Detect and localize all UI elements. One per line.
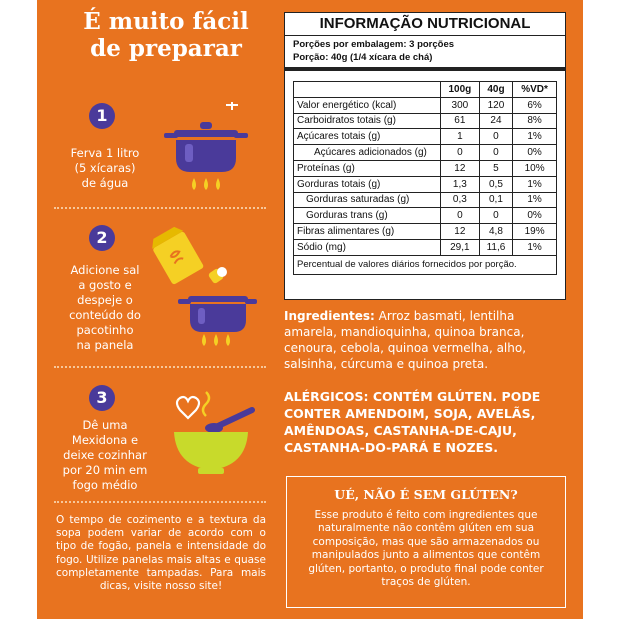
pot-on-stove-icon [160,100,260,192]
nutrition-table [293,81,557,275]
value-daily-percent: 19% [513,224,557,240]
step-1-line: Ferva 1 litro [70,146,140,160]
value-daily-percent: 1% [513,176,557,192]
step-3-line: fogo médio [72,478,138,492]
value-100g: 0 [441,208,480,224]
table-row [294,208,557,224]
value-40g: 11,6 [479,239,512,255]
ingredients-text: Arroz basmati, lentilha amarela, mandioquinha, quinoa branca, cenoura, cebola, quinoa vermelha, alho, salsinha, cúrcuma e quinoa preta. [284,309,527,371]
value-100g: 1 [441,129,480,145]
value-40g: 0,1 [479,192,512,208]
step-2-line: na panela [76,338,134,352]
nutrition-separator [285,67,565,71]
value-100g: 12 [441,224,480,240]
table-row [294,113,557,129]
value-40g: 0 [479,145,512,161]
step-2-line: pacotinho [76,323,134,337]
step-3-line: por 20 min em [62,463,148,477]
step-divider [54,207,266,209]
value-100g: 61 [441,113,480,129]
value-daily-percent: 8% [513,113,557,129]
table-row [294,129,557,145]
nutrient-label: Açúcares totais (g) [294,129,441,145]
table-header-row [294,82,557,98]
step-2-line: a gosto e [78,278,132,292]
value-100g: 0 [441,145,480,161]
nutrient-label: Gorduras trans (g) [294,208,441,224]
nutrient-label: Gorduras saturadas (g) [294,192,441,208]
column-header: 40g [479,82,512,98]
step-2-line: Adicione sal [70,263,140,277]
value-100g: 12 [441,160,480,176]
value-40g: 0 [479,129,512,145]
table-row [294,145,557,161]
nutrient-label: Gorduras totais (g) [294,176,441,192]
nutrition-separator [285,35,565,36]
step-1-line: de água [81,176,129,190]
value-40g: 4,8 [479,224,512,240]
step-2-number: 2 [89,225,115,251]
nutrition-title: INFORMAÇÃO NUTRICIONAL [319,15,531,32]
gluten-notice-title: UÉ, NÃO É SEM GLÚTEN? [334,487,518,502]
table-row [294,160,557,176]
stir-bowl-icon [162,388,262,480]
value-100g: 300 [441,97,480,113]
step-3-text [52,418,158,493]
table-row [294,192,557,208]
step-3-number: 3 [89,385,115,411]
step-3-line: Dê uma [82,418,128,432]
nutrient-label: Proteínas (g) [294,160,441,176]
cooking-note: O tempo de cozimento e a textura da sopa podem variar de acordo com o tipo de fogão, panela e intensidade do fogo. Utilize panelas mais altas e quase completamente tampadas. Para mais dicas, visite nosso site! [56,514,266,593]
step-2-line: conteúdo do [69,308,141,322]
table-row [294,97,557,113]
nutrition-table-box [284,12,566,300]
value-100g: 1,3 [441,176,480,192]
value-daily-percent: 1% [513,192,557,208]
nutrient-label: Valor energético (kcal) [294,97,441,113]
value-100g: 29,1 [441,239,480,255]
title-line-2: de preparar [90,35,242,62]
ingredients-label: Ingredientes: [284,309,375,323]
gluten-notice-box [286,476,566,608]
value-40g: 0 [479,208,512,224]
value-daily-percent: 6% [513,97,557,113]
step-divider [54,501,266,503]
step-3-line: Mexidona e [71,433,139,447]
nutrient-label: Sódio (mg) [294,239,441,255]
step-3-line: deixe cozinhar [63,448,147,462]
nutrient-label: Fibras alimentares (g) [294,224,441,240]
allergens-warning: ALÉRGICOS: CONTÉM GLÚTEN. PODE CONTER AMENDOIM, SOJA, AVELÃS, AMÊNDOAS, CASTANHA-DE-CAJU, CASTANHA-DO-PARÁ E NOZES. [284,389,541,455]
portion-size: Porção: 40g (1/4 xícara de chá) [293,52,433,63]
value-40g: 0,5 [479,176,512,192]
value-100g: 0,3 [441,192,480,208]
title-line-1: É muito fácil [83,8,249,35]
pour-package-icon [150,222,260,350]
portions-per-package: Porções por embalagem: 3 porções [293,39,455,50]
table-row [294,176,557,192]
step-1-line: (5 xícaras) [74,161,136,175]
step-divider [54,366,266,368]
column-header: %VD* [513,82,557,98]
value-daily-percent: 0% [513,145,557,161]
column-header [294,82,441,98]
nutrient-label: Carboidratos totais (g) [294,113,441,129]
nutrient-label: Açúcares adicionados (g) [294,145,441,161]
table-note-row [294,255,557,274]
page-title [66,8,266,62]
step-1-number: 1 [89,103,115,129]
gluten-notice-text: Esse produto é feito com ingredientes que naturalmente não contêm glúten em sua composição, mas que são armazenados ou manipulados junto a alimentos que contêm glúten, portanto, o produto final pode conter traços de glúten. [308,509,544,589]
value-daily-percent: 1% [513,129,557,145]
value-40g: 5 [479,160,512,176]
column-header: 100g [441,82,480,98]
step-2-text [56,263,154,353]
value-daily-percent: 0% [513,208,557,224]
step-1-text [56,146,154,191]
ingredients [284,308,570,372]
value-40g: 120 [479,97,512,113]
value-40g: 24 [479,113,512,129]
value-daily-percent: 1% [513,239,557,255]
step-2-line: despeje o [77,293,133,307]
value-daily-percent: 10% [513,160,557,176]
nutrition-note: Percentual de valores diários fornecidos por porção. [294,255,557,274]
table-row [294,224,557,240]
table-row [294,239,557,255]
